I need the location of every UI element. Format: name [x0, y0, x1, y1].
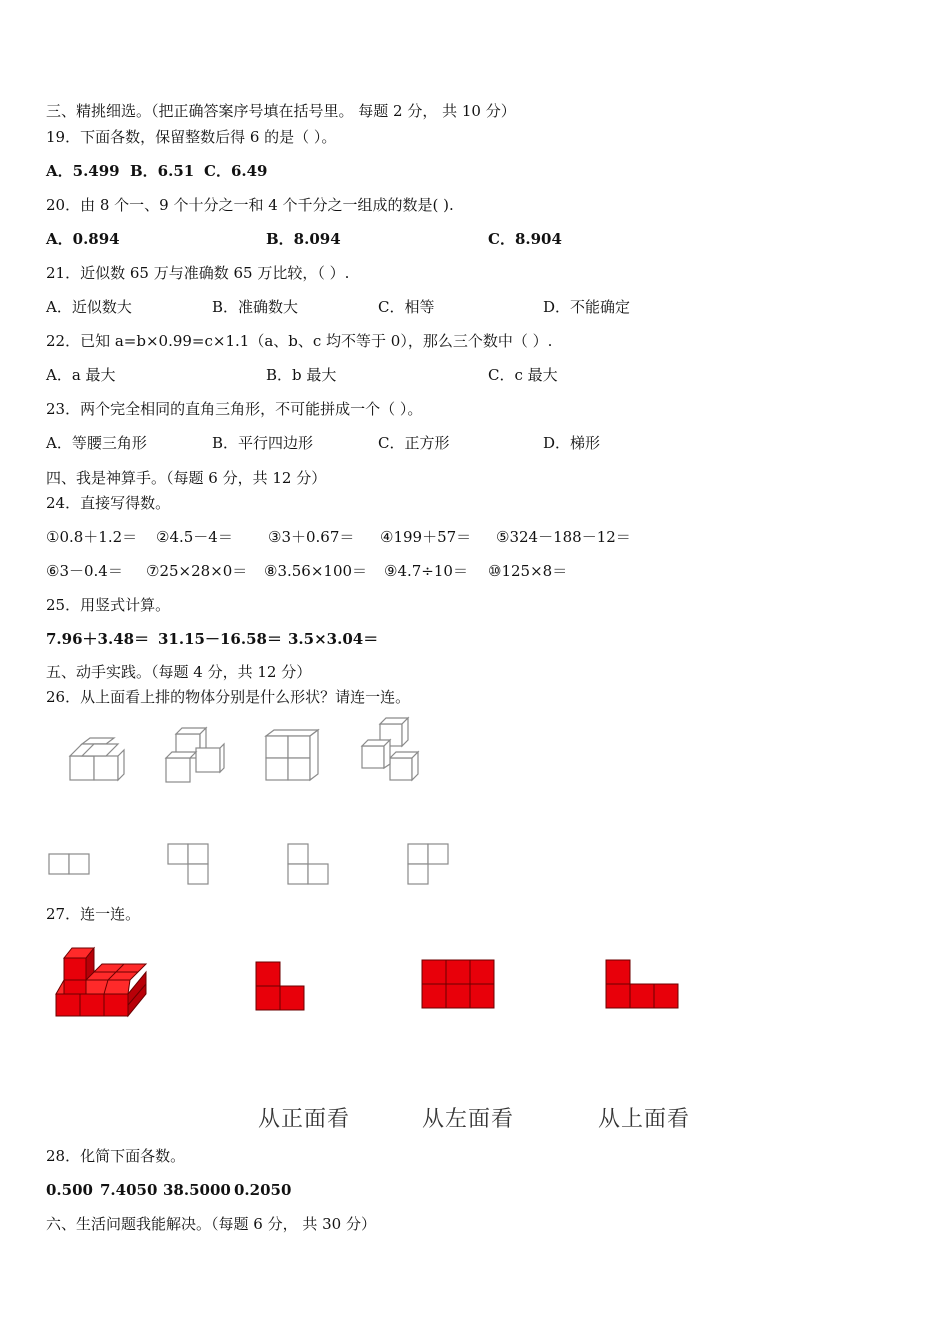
cube-object-3: [262, 728, 324, 784]
q23-option-d: D．梯形: [543, 434, 601, 452]
calc-item: ①0.8＋1.2＝: [46, 528, 138, 546]
section-6-title: 六、生活问题我能解决。（每题 6 分， 共 30 分）: [46, 1215, 376, 1233]
top-view-2: [166, 842, 212, 888]
q23-option-a: A．等腰三角形: [46, 434, 147, 452]
q22-option-c: C．c 最大: [488, 366, 558, 384]
question-22: 22．已知 a=b×0.99=c×1.1（a、b、c 均不等于 0），那么三个数中（ ）.: [46, 332, 553, 350]
calc-item: ⑨4.7÷10＝: [384, 562, 468, 580]
vertical-calc-item: 31.15－16.58＝: [158, 630, 282, 648]
vertical-calc-item: 3.5×3.04＝: [288, 630, 379, 648]
q21-option-d: D．不能确定: [543, 298, 631, 316]
top-view-3: [286, 842, 332, 888]
simplify-item: 7.4050: [100, 1181, 158, 1199]
vertical-calc-item: 7.96＋3.48＝: [46, 630, 150, 648]
calc-item: ⑩125×8＝: [488, 562, 568, 580]
top-view-1: [48, 852, 92, 876]
q19-option-b: B．6.51: [130, 162, 195, 180]
q20-option-a: A．0.894: [46, 230, 120, 248]
view-shape-2: [420, 958, 496, 1010]
q23-option-c: C．正方形: [378, 434, 450, 452]
question-21: 21．近似数 65 万与准确数 65 万比较，（ ）.: [46, 264, 350, 282]
question-25: 25．用竖式计算。: [46, 596, 171, 614]
question-28: 28．化简下面各数。: [46, 1147, 186, 1165]
q21-option-c: C．相等: [378, 298, 435, 316]
question-27: 27．连一连。: [46, 905, 141, 923]
top-view-4: [406, 842, 452, 888]
section-5-title: 五、动手实践。（每题 4 分，共 12 分）: [46, 663, 312, 681]
question-24: 24．直接写得数。: [46, 494, 171, 512]
simplify-item: 0.500: [46, 1181, 93, 1199]
q22-option-b: B．b 最大: [266, 366, 337, 384]
q19-option-c: C．6.49: [204, 162, 268, 180]
simplify-item: 0.2050: [234, 1181, 292, 1199]
calc-item: ⑤324－188－12＝: [496, 528, 631, 546]
question-19: 19．下面各数，保留整数后得 6 的是（ ）。: [46, 128, 337, 146]
q23-option-b: B．平行四边形: [212, 434, 314, 452]
calc-item: ④199＋57＝: [380, 528, 472, 546]
q22-option-a: A．a 最大: [46, 366, 116, 384]
q21-option-b: B．准确数大: [212, 298, 299, 316]
section-4-title: 四、我是神算手。（每题 6 分，共 12 分）: [46, 469, 327, 487]
calc-item: ⑧3.56×100＝: [264, 562, 368, 580]
calc-item: ②4.5－4＝: [156, 528, 233, 546]
q20-option-b: B．8.094: [266, 230, 341, 248]
cube-object-1: [66, 738, 126, 788]
caption-top-view: 从上面看: [598, 1107, 691, 1132]
calc-item: ⑥3－0.4＝: [46, 562, 123, 580]
cube-object-2: [160, 724, 230, 788]
red-cube-solid: [52, 944, 152, 1020]
view-shape-3: [604, 958, 682, 1010]
q20-option-c: C．8.904: [488, 230, 562, 248]
view-shape-1: [254, 960, 306, 1012]
calc-item: ③3＋0.67＝: [268, 528, 355, 546]
question-20: 20．由 8 个一、9 个十分之一和 4 个千分之一组成的数是( ).: [46, 196, 454, 214]
caption-left-view: 从左面看: [422, 1107, 515, 1132]
q19-option-a: A．5.499: [46, 162, 120, 180]
caption-front-view: 从正面看: [258, 1107, 351, 1132]
question-26: 26．从上面看上排的物体分别是什么形状？请连一连。: [46, 688, 411, 706]
question-23: 23．两个完全相同的直角三角形，不可能拼成一个（ ）。: [46, 400, 423, 418]
calc-item: ⑦25×28×0＝: [146, 562, 248, 580]
q21-option-a: A．近似数大: [46, 298, 132, 316]
section-3-title: 三、精挑细选。（把正确答案序号填在括号里。 每题 2 分， 共 10 分）: [46, 102, 516, 120]
cube-object-4: [356, 718, 426, 784]
simplify-item: 38.5000: [163, 1181, 231, 1199]
